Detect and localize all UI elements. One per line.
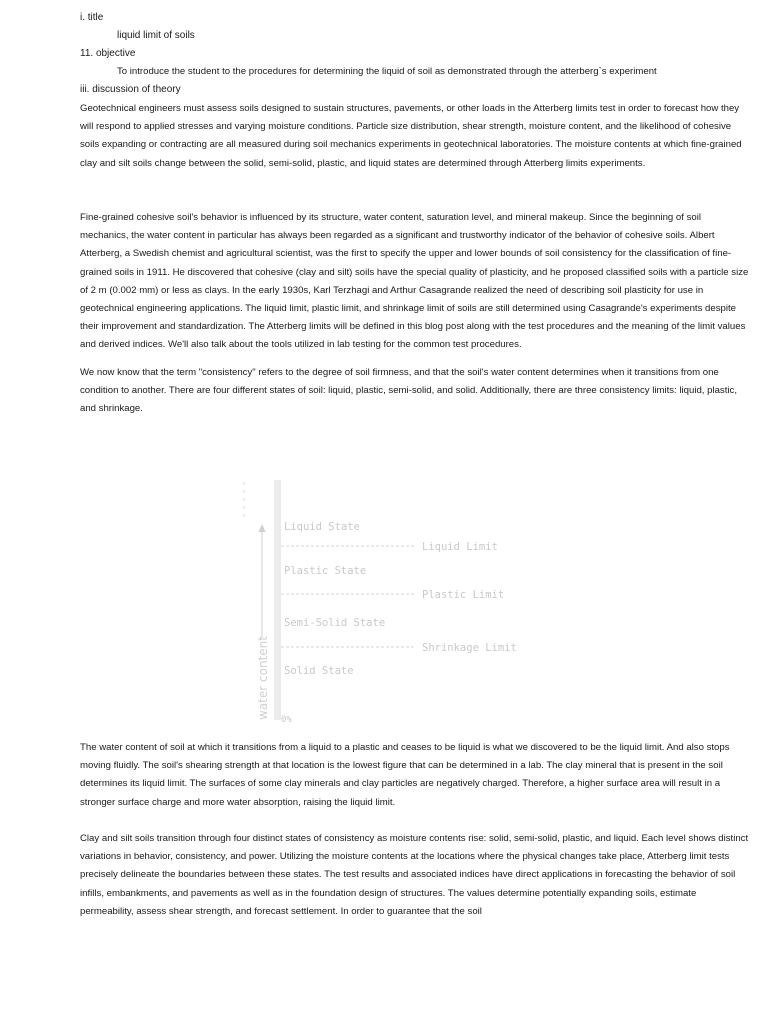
liquid-limit-label: Liquid Limit: [422, 541, 498, 553]
water-content-label: water content: [256, 636, 270, 720]
paragraph-5-text: Clay and silt soils transition through four distinct states of consistency as moisture contents rise: solid, semi-solid, plastic, and liquid. Each level shows distinct variations in behavior, consistency, and power. Utilizing the moisture contents at the locations where the physical changes take place, Atterberg limit tests precisely delineate the boundaries between these states. The test results and associated indices have direct applications in forecasting the behavior of soil infills, embankments, and pavements as well as in the foundation design of structures. The values determine potentially expanding soils, estimate permeability, assess shear strength, and forecast settlement. In order to guarantee that the soil: [80, 833, 749, 917]
title-text: liquid limit of soils: [117, 30, 195, 41]
paragraph-1: [80, 100, 750, 173]
origin-label: 0%: [281, 715, 292, 725]
objective-text: To introduce the student to the procedures for determining the liquid of soil as demonstrated through the atterberg`s experiment: [117, 66, 657, 77]
shrinkage-limit-label: Shrinkage Limit: [422, 642, 517, 654]
liquid-state-label: Liquid State: [284, 521, 360, 533]
paragraph-2-text: Fine-grained cohesive soil's behavior is influenced by its structure, water content, saturation level, and mineral makeup. Since the beginning of soil mechanics, the water content in particular has always been regarded as a significant and trustworthy indicator of the behavior of cohesive soils. Albert Atterberg, a Swedish chemist and agricultural scientist, was the first to specify the upper and lower bounds of soil consistency for the classification of fine-grained soils in 1911. He discovered that cohesive (clay and silt) soils have the special quality of plasticity, and he proposed classified soils with a particle size of 2 m (0.002 mm) or less as clays. In the early 1930s, Karl Terzhagi and Arthur Casagrande realized the need of describing soil plasticity for use in geotechnical engineering applications. The liquid limit, plastic limit, and shrinkage limit of soils are still determined using Casagrande's experiments despite their improvement and standardization. The Atterberg limits will be defined in this blog post along with the test procedures and the meaning of the limit values and derived indices. We'll also talk about the tools utilized in lab testing for the common test procedures.: [80, 212, 749, 351]
semi-solid-state-label: Semi-Solid State: [284, 617, 386, 629]
title-heading: i. title: [80, 12, 104, 23]
arrow-head-icon: [259, 524, 266, 532]
discussion-heading: iii. discussion of theory: [80, 84, 181, 95]
consistency-limits-figure: [236, 478, 536, 726]
paragraph-3-text: We now know that the term "consistency" refers to the degree of soil firmness, and that the soil's water content determines when it transitions from one condition to another. There are four different states of soil: liquid, plastic, semi-solid, and solid. Additionally, there are three consistency limits: liquid, plastic, and shrinkage.: [80, 367, 737, 415]
objective-heading: 11. objective: [80, 48, 136, 59]
paragraph-4: [80, 739, 750, 812]
paragraph-5: [80, 830, 750, 921]
consistency-limits-diagram: [236, 478, 536, 726]
paragraph-3: [80, 364, 750, 419]
plastic-limit-label: Plastic Limit: [422, 589, 505, 601]
paragraph-4-text: The water content of soil at which it transitions from a liquid to a plastic and ceases to be liquid is what we discovered to be the liquid limit. And also stops moving fluidly. The soil's shearing strength at that location is the lowest figure that can be determined in a lab. The clay mineral that is present in the soil determines its liquid limit. The surfaces of some clay minerals and clay particles are negatively charged. Therefore, a higher surface area will result in a stronger surface charge and more water absorption, raising the liquid limit.: [80, 742, 730, 808]
solid-state-label: Solid State: [284, 665, 354, 677]
plastic-state-label: Plastic State: [284, 565, 367, 577]
paragraph-2: [80, 209, 750, 355]
paragraph-1-text: Geotechnical engineers must assess soils designed to sustain structures, pavements, or other loads in the Atterberg limits test in order to forecast how they will respond to applied stresses and varying moisture conditions. Particle size distribution, shear strength, moisture content, and the likelihood of cohesive soils expanding or contracting are all measured during soil mechanics experiments in geotechnical laboratories. The moisture contents at which fine-grained clay and silt soils change between the solid, semi-solid, plastic, and liquid states are determined through Atterberg limits experiments.: [80, 103, 742, 169]
water-content-bar: [274, 480, 281, 720]
